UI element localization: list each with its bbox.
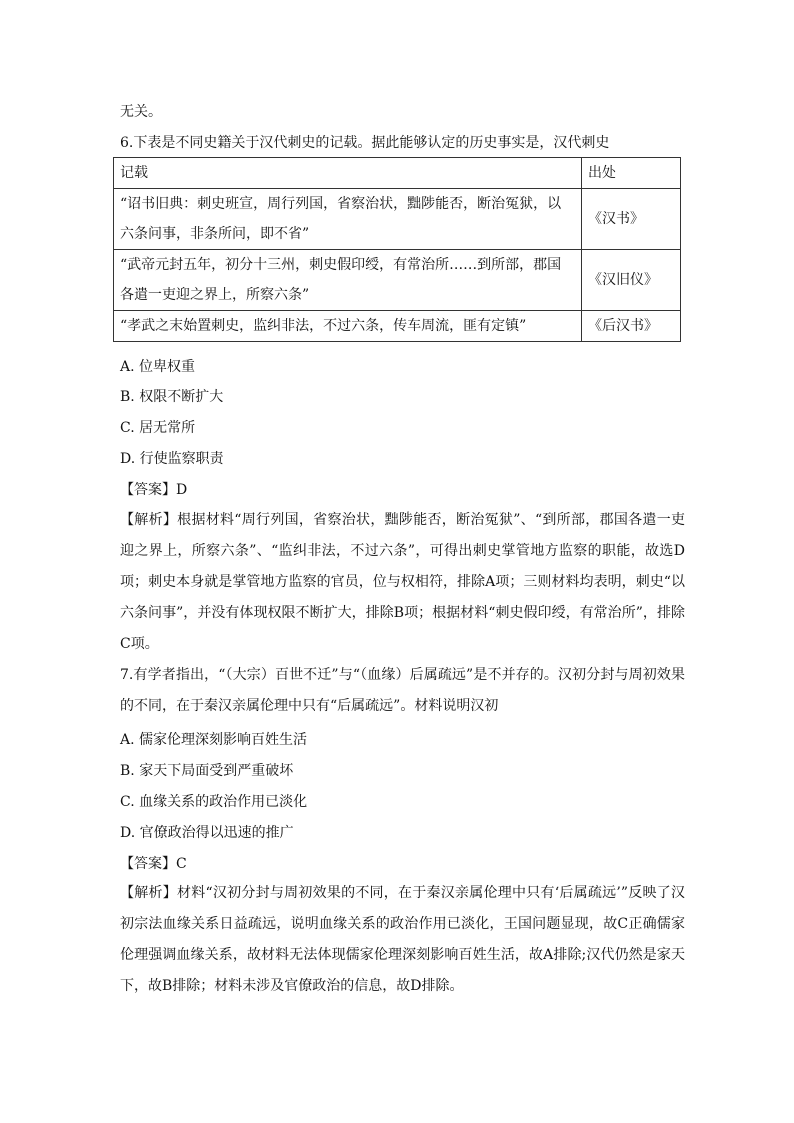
q7-option-c: C. 血缘关系的政治作用已淡化: [120, 794, 308, 810]
record-text: “诏书旧典：刺史班宣，周行列国，省察治状，黜陟能否，断治冤狱，以六条问事，非条所问，即不省”: [114, 189, 582, 250]
q7-option-d: D. 官僚政治得以迅速的推广: [120, 825, 294, 841]
table-row: [114, 311, 681, 342]
header-record: 记载: [114, 158, 582, 189]
q7-answer: 【答案】C: [120, 856, 187, 872]
table-row: [114, 189, 681, 250]
table-header-row: [114, 158, 681, 189]
q6-analysis: 【解析】根据材料“周行列国，省察治状，黜陟能否，断治冤狱”、“到所部，郡国各遣一吏迎之界上，所察六条”、“监纠非法，不过六条”，可得出刺史掌管地方监察的职能，故选D项；刺史本身就是掌管地方监察的官员，位与权相符，排除A项；三则材料均表明，刺史“以六条问事”，并没有体现权限不断扩大，排除B项；根据材料“刺史假印绶，有常治所”，排除C项。: [120, 512, 685, 652]
question-7-stem: 7.有学者指出，“（大宗）百世不迁”与“（血缘）后属疏远”是不并存的。汉初分封与周初效果的不同，在于秦汉亲属伦理中只有“后属疏远”。材料说明汉初: [120, 667, 685, 714]
table-row: [114, 250, 681, 311]
q6-option-d: D. 行使监察职责: [120, 451, 224, 467]
record-text: “孝武之末始置刺史，监纠非法，不过六条，传车周流，匪有定镇”: [114, 311, 582, 342]
question-6-stem: 6.下表是不同史籍关于汉代刺史的记载。据此能够认定的历史事实是，汉代刺史: [120, 135, 610, 151]
record-text: “武帝元封五年，初分十三州，刺史假印绶，有常治所……到所部，郡国各遣一吏迎之界上，所察六条”: [114, 250, 582, 311]
records-table: [113, 157, 681, 342]
q6-answer: 【答案】D: [120, 482, 188, 498]
q7-option-b: B. 家天下局面受到严重破坏: [120, 763, 294, 779]
record-source: 《汉旧仪》: [582, 250, 681, 311]
record-source: 《后汉书》: [582, 311, 681, 342]
q6-option-b: B. 权限不断扩大: [120, 389, 224, 405]
q6-option-a: A. 位卑权重: [120, 359, 196, 375]
record-source: 《汉书》: [582, 189, 681, 250]
q7-analysis: 【解析】材料“汉初分封与周初效果的不同，在于秦汉亲属伦理中只有‘后属疏远’”反映了汉初宗法血缘关系日益疏远，说明血缘关系的政治作用已淡化，王国问题显现，故C正确儒家伦理强调血缘关系，故材料无法体现儒家伦理深刻影响百姓生活，故A排除;汉代仍然是家天下，故B排除；材料未涉及官僚政治的信息，故D排除。: [120, 885, 685, 994]
previous-answer-fragment: 无关。: [120, 104, 162, 120]
q7-option-a: A. 儒家伦理深刻影响百姓生活: [120, 732, 308, 748]
header-source: 出处: [582, 158, 681, 189]
q6-option-c: C. 居无常所: [120, 420, 196, 436]
